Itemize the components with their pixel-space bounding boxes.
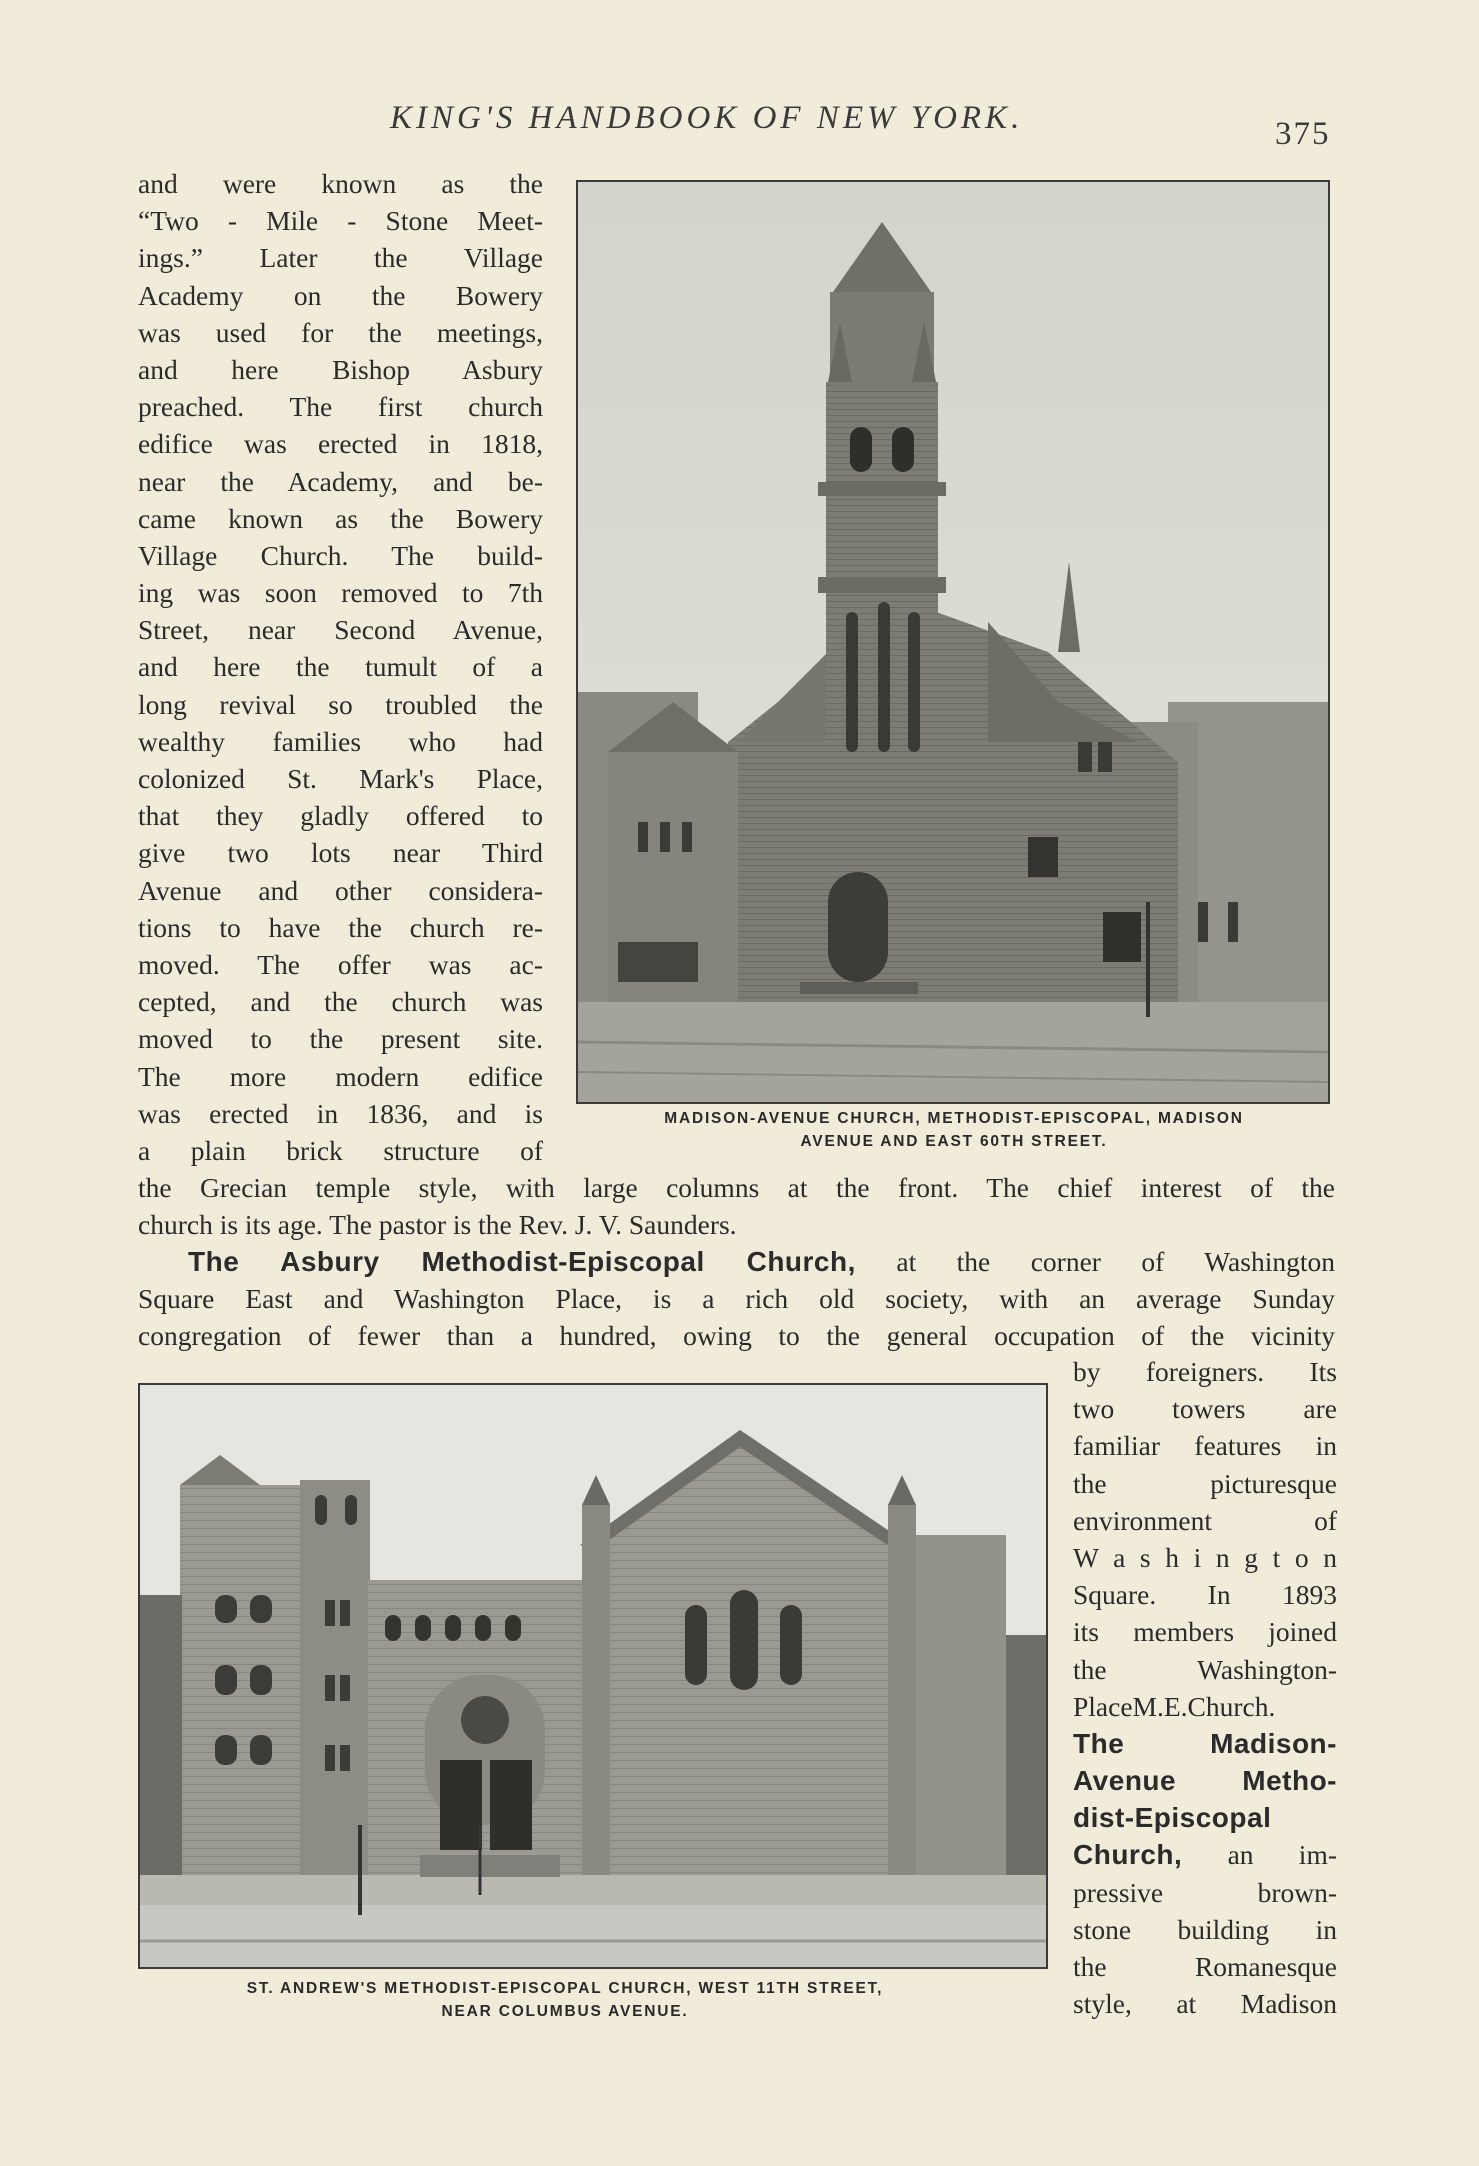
text-line: and here Bishop Asbury bbox=[138, 353, 543, 385]
madison-heading-line bbox=[1073, 1836, 1337, 1873]
text-line: colonized St. Mark's Place, bbox=[138, 763, 543, 794]
text-line: the Romanesque bbox=[1073, 1951, 1337, 1982]
text-line: Street, near Second Avenue, bbox=[138, 614, 543, 646]
text-line: came known as the Bowery bbox=[138, 502, 543, 534]
madison-heading-line bbox=[1073, 1799, 1337, 1836]
figure-caption-top bbox=[596, 1107, 1312, 1153]
asbury-line-3: congregation of fewer than a hundred, owing to the general occupation of the vicinity bbox=[138, 1320, 1335, 1352]
text-line: church is its age. The pastor is the Rev. J. V. Saunders. bbox=[138, 1209, 737, 1241]
text-line: two towers are bbox=[1073, 1393, 1337, 1425]
madison-heading-text: dist-Episcopal bbox=[1073, 1802, 1272, 1834]
text-line: Village Church. The build- bbox=[138, 539, 543, 571]
text-line: cepted, and the church was bbox=[138, 986, 543, 1018]
asbury-line-1-rest: at the corner of Washington bbox=[896, 1246, 1335, 1277]
text-line: preached. The first church bbox=[138, 391, 543, 423]
page-number: 375 bbox=[1275, 116, 1331, 152]
text-line: give two lots near Third bbox=[138, 837, 543, 869]
caption-line: ST. ANDREW'S METHODIST-EPISCOPAL CHURCH, WEST 11TH STREET, bbox=[246, 1980, 884, 1997]
madison-heading-line bbox=[1073, 1725, 1337, 1762]
text-line: edifice was erected in 1818, bbox=[138, 428, 543, 460]
text-line: tions to have the church re- bbox=[138, 911, 543, 943]
text-line: Academy on the Bowery bbox=[138, 279, 543, 311]
asbury-line-2: Square East and Washington Place, is a rich old society, with an average Sunday bbox=[138, 1283, 1335, 1315]
madison-heading-text: The Madison- bbox=[1073, 1727, 1337, 1759]
text-line: PlaceM.E.Church. bbox=[1073, 1690, 1276, 1722]
text-line: moved to the present site. bbox=[138, 1023, 543, 1055]
text-line: and were known as the bbox=[138, 168, 543, 199]
caption-line: MADISON-AVENUE CHURCH, METHODIST-EPISCOPAL, MADISON bbox=[664, 1110, 1244, 1127]
text-line: near the Academy, and be- bbox=[138, 465, 543, 497]
madison-heading-text: Avenue Metho- bbox=[1073, 1765, 1337, 1797]
caption-line: AVENUE AND EAST 60TH STREET. bbox=[800, 1133, 1108, 1150]
asbury-line-1 bbox=[138, 1243, 1335, 1280]
text-line: a plain brick structure of bbox=[138, 1134, 543, 1166]
church-facade-illustration bbox=[140, 1385, 1046, 1967]
st-andrews-church-photo bbox=[138, 1383, 1048, 1969]
text-line: moved. The offer was ac- bbox=[138, 948, 543, 980]
text-line: W a s h i n g t o n bbox=[1073, 1541, 1337, 1573]
text-line: ings.” Later the Village bbox=[138, 242, 543, 274]
figure-caption-bottom bbox=[160, 1977, 970, 2023]
text-line: “Two - Mile - Stone Meet- bbox=[138, 205, 543, 237]
caption-line: NEAR COLUMBUS AVENUE. bbox=[441, 2003, 689, 2020]
asbury-paragraph bbox=[138, 1243, 1335, 1355]
madison-heading-text: Church, bbox=[1073, 1839, 1183, 1871]
text-line: The more modern edifice bbox=[138, 1060, 543, 1092]
text-line: pressive brown- bbox=[1073, 1876, 1337, 1908]
text-line: familiar features in bbox=[1073, 1430, 1337, 1462]
madison-heading-tail: an im- bbox=[1227, 1839, 1337, 1871]
church-tower-illustration bbox=[578, 182, 1328, 1102]
full-width-paragraph bbox=[138, 1169, 1335, 1243]
text-line: long revival so troubled the bbox=[138, 688, 543, 720]
text-line: its members joined bbox=[1073, 1616, 1337, 1648]
text-line: and here the tumult of a bbox=[138, 651, 543, 683]
text-line: wealthy families who had bbox=[138, 725, 543, 757]
text-line: the Washington- bbox=[1073, 1653, 1337, 1685]
text-line: that they gladly offered to bbox=[138, 800, 543, 832]
text-line: Square. In 1893 bbox=[1073, 1579, 1337, 1611]
text-line: was erected in 1836, and is bbox=[138, 1097, 543, 1129]
right-column-text bbox=[1073, 1353, 1337, 2022]
madison-avenue-church-photo bbox=[576, 180, 1330, 1104]
text-line: was used for the meetings, bbox=[138, 316, 543, 348]
text-line: the Grecian temple style, with large columns at the front. The chief interest of the bbox=[138, 1172, 1335, 1203]
text-line: ing was soon removed to 7th bbox=[138, 577, 543, 609]
running-head: KING'S HANDBOOK OF NEW YORK. bbox=[390, 100, 1024, 136]
madison-heading-line bbox=[1073, 1762, 1337, 1799]
text-line: Avenue and other considera- bbox=[138, 874, 543, 906]
text-line: by foreigners. Its bbox=[1073, 1356, 1337, 1387]
left-column-text bbox=[138, 165, 543, 1169]
text-line: style, at Madison bbox=[1073, 1988, 1337, 2020]
asbury-heading: The Asbury Methodist-Episcopal Church, bbox=[188, 1246, 856, 1277]
text-line: stone building in bbox=[1073, 1913, 1337, 1945]
text-line: the picturesque bbox=[1073, 1467, 1337, 1499]
text-line: environment of bbox=[1073, 1504, 1337, 1536]
